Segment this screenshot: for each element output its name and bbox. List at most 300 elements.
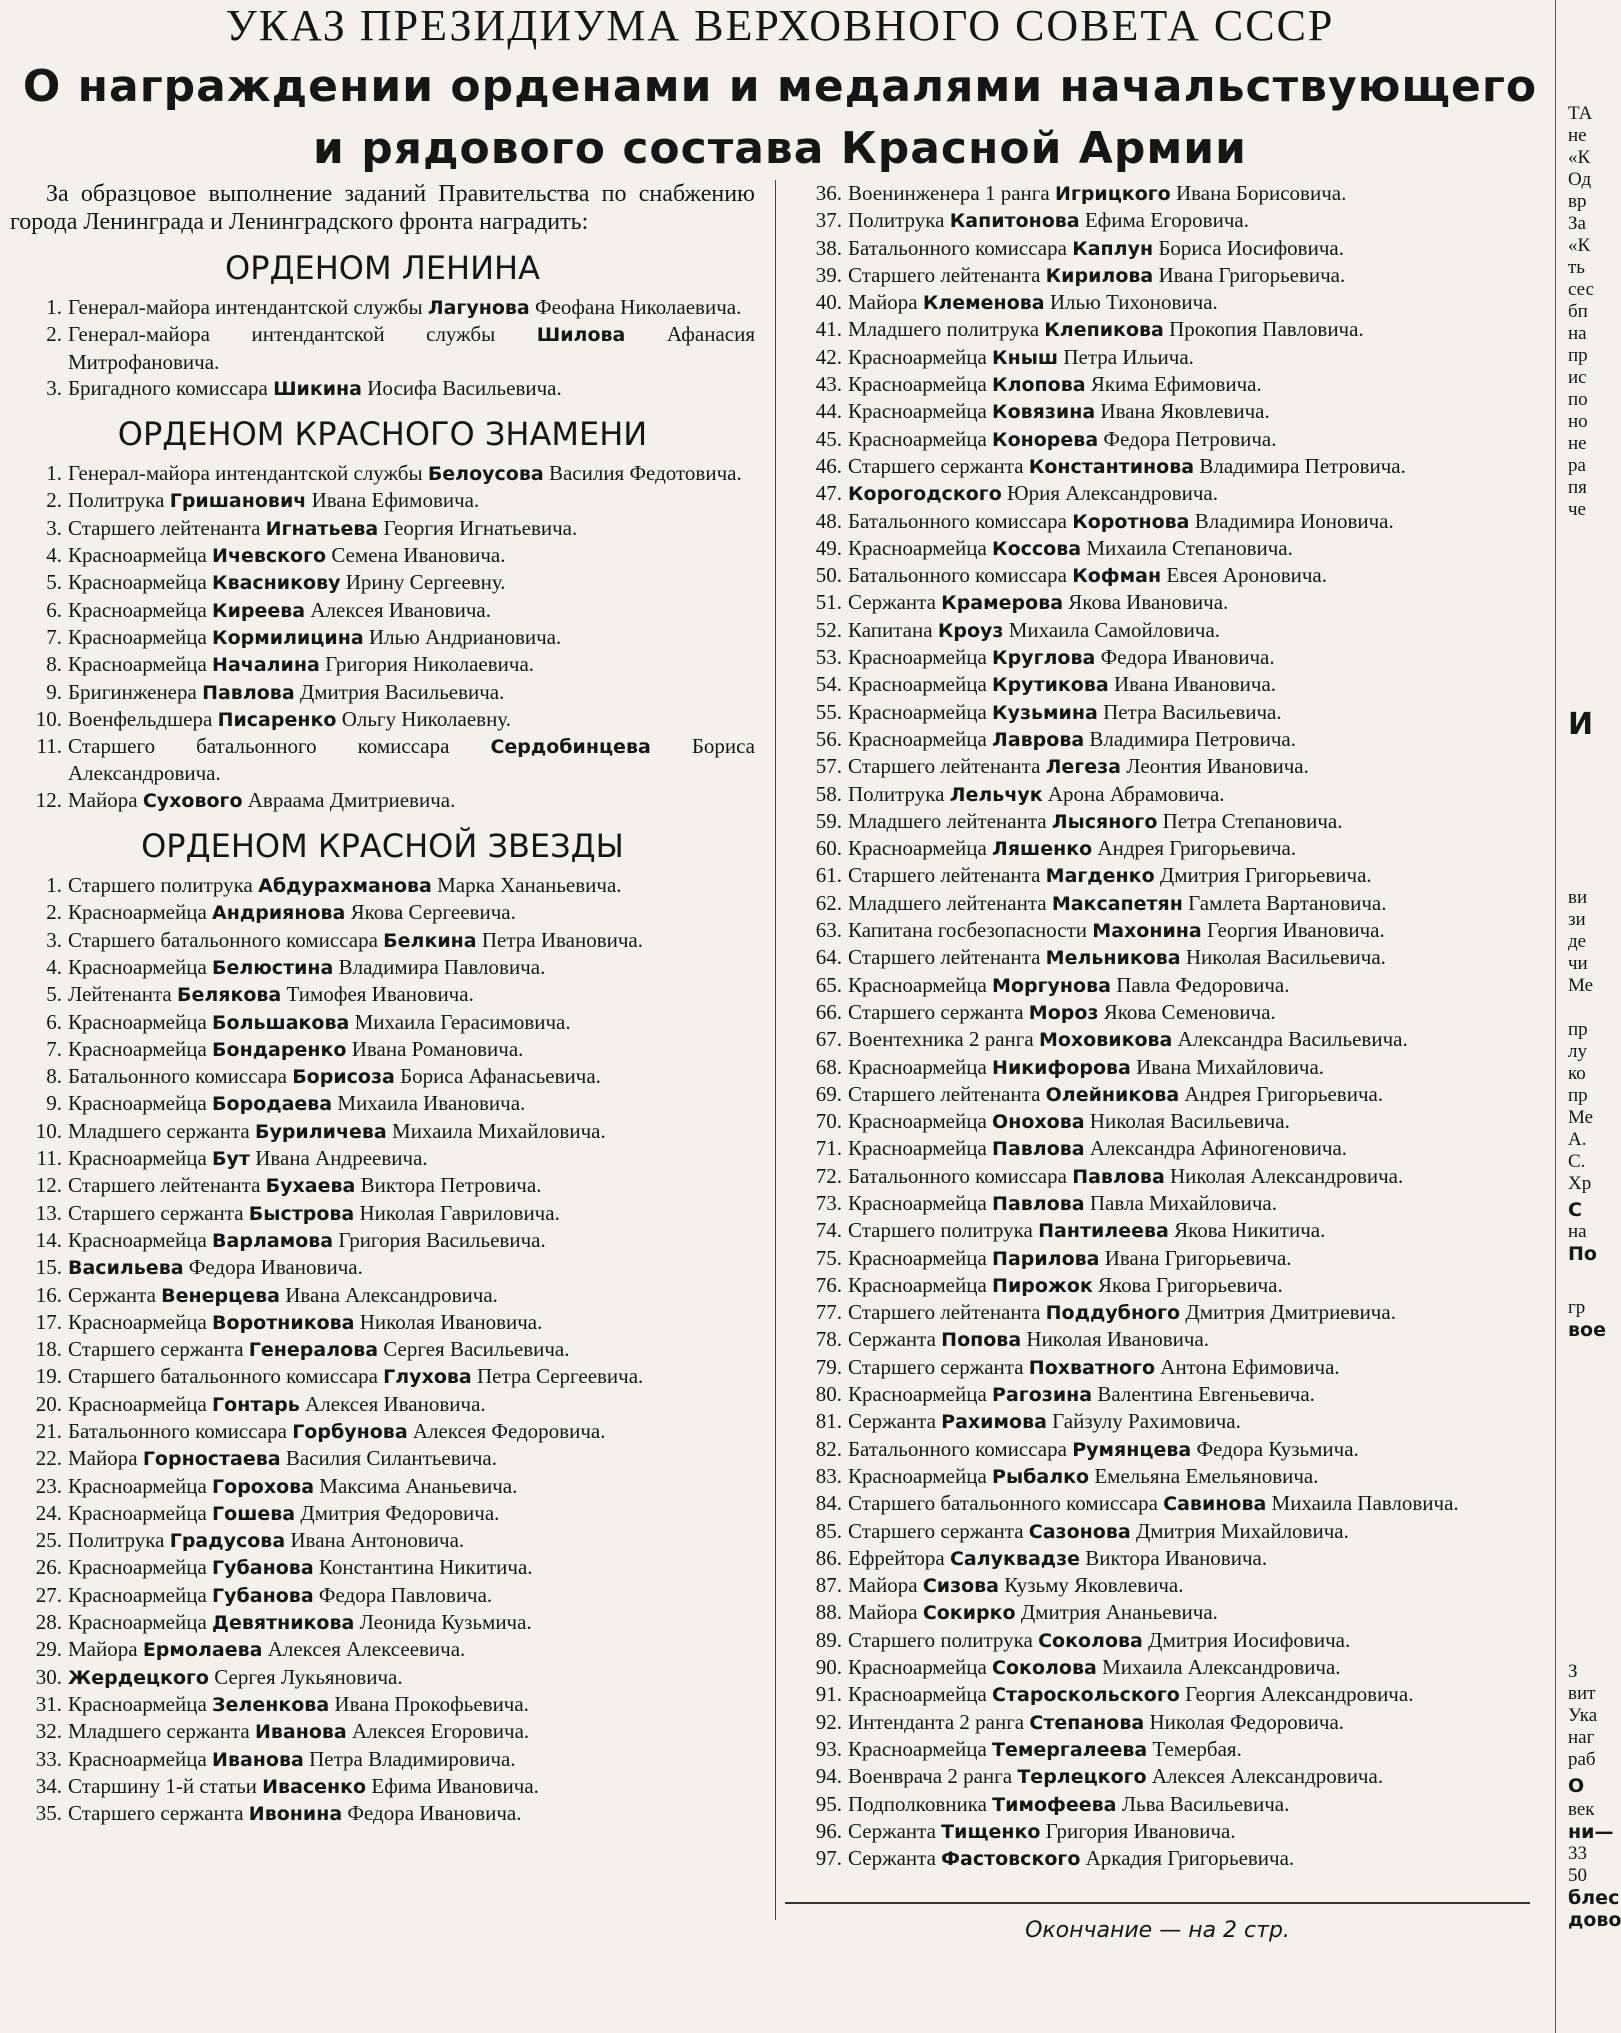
award-entry	[790, 1054, 1535, 1081]
entry-number: 86.	[815, 1545, 842, 1570]
fragment-text: сес	[1568, 279, 1595, 300]
entry-given-names: Льва Васильевича.	[1121, 1791, 1290, 1816]
fragment-text: пр	[1568, 1085, 1588, 1106]
entry-surname: Павлова	[1072, 1165, 1165, 1188]
entry-surname: Рахимова	[941, 1411, 1047, 1434]
award-entry	[790, 699, 1535, 726]
entry-rank: Красноармейца	[848, 645, 987, 670]
entry-rank: Красноармейца	[68, 1610, 207, 1635]
entry-rank: Красноармейца	[848, 1054, 987, 1079]
entry-given-names: Темербая.	[1152, 1736, 1242, 1761]
entry-number: 65.	[815, 972, 842, 997]
award-entry	[10, 1691, 755, 1718]
fragment-text: ис	[1568, 367, 1587, 388]
award-entry	[10, 1063, 755, 1090]
entry-rank: Красноармейца	[68, 1391, 207, 1416]
entry-rank: Старшину 1-й статьи	[68, 1773, 257, 1798]
entry-given-names: Авраама Дмитриевича.	[247, 787, 456, 812]
entry-number: 70.	[815, 1109, 842, 1134]
entry-given-names: Григория Николаевича.	[325, 652, 535, 677]
entry-number: 2.	[46, 322, 62, 347]
entry-rank: Красноармейца	[848, 1655, 987, 1680]
entry-surname: Ковязина	[992, 401, 1096, 424]
entry-given-names: Дмитрия Иосифовича.	[1148, 1627, 1351, 1652]
entry-number: 74.	[815, 1218, 842, 1243]
entry-rank: Младшего сержанта	[68, 1118, 250, 1143]
entry-rank: Красноармейца	[848, 1736, 987, 1761]
entry-surname: Кормилицина	[212, 626, 364, 649]
entry-given-names: Павла Федоровича.	[1116, 972, 1290, 997]
entry-number: 51.	[815, 590, 842, 615]
entry-surname: Кирилова	[1045, 264, 1154, 287]
entry-number: 64.	[815, 945, 842, 970]
entry-surname: Большакова	[212, 1011, 350, 1034]
entry-surname: Белоусова	[427, 463, 544, 486]
entry-given-names: Аркадия Григорьевича.	[1085, 1846, 1295, 1871]
award-entry	[790, 1272, 1535, 1299]
entry-rank: Красноармейца	[68, 624, 207, 649]
entry-given-names: Ивана Антоновича.	[290, 1528, 465, 1553]
award-entry	[790, 1463, 1535, 1490]
fragment-text: А.	[1568, 1129, 1587, 1150]
entry-surname: Зеленкова	[212, 1693, 330, 1716]
award-entry	[790, 1545, 1535, 1572]
entry-given-names: Афанасия Митрофановича.	[68, 322, 755, 374]
entry-rank: Старшего политрука	[848, 1627, 1033, 1652]
entry-surname: Васильева	[68, 1257, 184, 1280]
entry-surname: Каплун	[1072, 237, 1154, 260]
entry-rank: Красноармейца	[848, 1682, 987, 1707]
entry-rank: Старшего батальонного комиссара	[68, 927, 378, 952]
entry-rank: Красноармейца	[68, 1227, 207, 1252]
entry-given-names: Георгия Ивановича.	[1206, 918, 1385, 943]
entry-given-names: Константина Никитича.	[318, 1555, 533, 1580]
entry-number: 38.	[815, 235, 842, 260]
entry-given-names: Петра Владимировича.	[309, 1746, 516, 1771]
entry-given-names: Якова Ивановича.	[1068, 590, 1229, 615]
entry-surname: Соколова	[1038, 1629, 1143, 1652]
entry-number: 26.	[35, 1555, 62, 1580]
award-entry	[790, 999, 1535, 1026]
entry-rank: Старшего лейтенанта	[848, 754, 1041, 779]
entry-surname: Мороз	[1028, 1001, 1099, 1024]
entry-given-names: Федора Петровича.	[1103, 426, 1277, 451]
fragment-text: С	[1568, 1199, 1582, 1221]
entry-given-names: Николая Федоровича.	[1149, 1709, 1345, 1734]
entry-surname: Кныш	[992, 346, 1059, 369]
award-entry	[790, 1599, 1535, 1626]
award-entry	[10, 1554, 755, 1581]
entry-rank: Старшего батальонного комиссара	[68, 1364, 378, 1389]
fragment-text: Од	[1568, 169, 1592, 190]
entry-number: 71.	[815, 1136, 842, 1161]
entry-number: 87.	[815, 1573, 842, 1598]
entry-surname: Лаврова	[992, 728, 1085, 751]
entry-number: 10.	[35, 1118, 62, 1143]
award-entry	[790, 781, 1535, 808]
award-entry	[10, 1090, 755, 1117]
entry-number: 97.	[815, 1846, 842, 1871]
award-entry	[790, 235, 1535, 262]
award-list-continued	[790, 180, 1535, 1872]
entry-rank: Красноармейца	[68, 1473, 207, 1498]
award-entry	[790, 262, 1535, 289]
entry-number: 30.	[35, 1664, 62, 1689]
entry-given-names: Валентина Евгеньевича.	[1097, 1382, 1315, 1407]
entry-rank: Красноармейца	[848, 535, 987, 560]
entry-number: 59.	[815, 808, 842, 833]
award-entry	[10, 375, 755, 402]
entry-given-names: Алексея Федоровича.	[412, 1418, 606, 1443]
entry-given-names: Ивана Прокофьевича.	[334, 1691, 529, 1716]
entry-number: 45.	[815, 426, 842, 451]
entry-given-names: Якова Григорьевича.	[1098, 1272, 1283, 1297]
award-entry	[10, 1227, 755, 1254]
entry-given-names: Ивана Романовича.	[351, 1036, 524, 1061]
entry-rank: Сержанта	[68, 1282, 156, 1307]
fragment-text: Хр	[1568, 1173, 1592, 1194]
entry-number: 14.	[35, 1227, 62, 1252]
entry-rank: Красноармейца	[848, 1136, 987, 1161]
entry-surname: Румянцева	[1072, 1438, 1192, 1461]
entry-rank: Политрука	[848, 208, 945, 233]
entry-given-names: Алексея Александровича.	[1151, 1764, 1384, 1789]
award-entry	[10, 1363, 755, 1390]
entry-number: 4.	[46, 954, 62, 979]
award-entry	[790, 890, 1535, 917]
entry-surname: Похватного	[1028, 1356, 1156, 1379]
entry-surname: Клопова	[992, 374, 1086, 397]
entry-rank: Красноармейца	[848, 1190, 987, 1215]
entry-surname: Белкина	[383, 929, 477, 952]
award-entry	[790, 972, 1535, 999]
entry-surname: Попова	[941, 1329, 1022, 1352]
fragment-text: ра	[1568, 455, 1586, 476]
entry-given-names: Андрея Григорьевича.	[1097, 836, 1297, 861]
entry-given-names: Ефима Егоровича.	[1084, 208, 1249, 233]
award-entry	[10, 624, 755, 651]
entry-rank: Военврача 2 ранга	[848, 1764, 1013, 1789]
entry-given-names: Емельяна Емельяновича.	[1094, 1463, 1319, 1488]
entry-surname: Сухового	[142, 789, 243, 812]
entry-number: 2.	[46, 488, 62, 513]
fragment-text: бп	[1568, 301, 1588, 322]
award-list	[10, 872, 755, 1827]
award-entry	[10, 927, 755, 954]
entry-rank: Красноармейца	[68, 1746, 207, 1771]
entry-given-names: Александра Васильевича.	[1177, 1027, 1408, 1052]
award-entry	[790, 1381, 1535, 1408]
entry-rank: Военинженера 1 ранга	[848, 181, 1050, 205]
award-entry	[10, 872, 755, 899]
entry-rank: Подполковника	[848, 1791, 987, 1816]
text-column-right	[790, 180, 1535, 1872]
entry-surname: Онохова	[992, 1111, 1085, 1134]
award-entry	[10, 1254, 755, 1281]
fragment-text: вое	[1568, 1319, 1606, 1341]
award-list	[10, 294, 755, 402]
fragment-text: дово	[1568, 1909, 1621, 1931]
entry-surname: Шилова	[536, 324, 626, 347]
award-entry	[790, 1763, 1535, 1790]
decree-title-line1: О награждении орденами и медалями начальствующего	[22, 61, 1538, 112]
entry-surname: Варламова	[212, 1229, 334, 1252]
fragment-text: вит	[1568, 1683, 1596, 1704]
entry-surname: Ичевского	[212, 545, 327, 568]
entry-surname: Староскольского	[992, 1684, 1180, 1707]
entry-rank: Старшего сержанта	[848, 1518, 1024, 1543]
entry-number: 27.	[35, 1582, 62, 1607]
entry-given-names: Павла Михайловича.	[1089, 1190, 1277, 1215]
entry-given-names: Николая Ивановича.	[359, 1309, 543, 1334]
entry-number: 47.	[815, 481, 842, 506]
entry-number: 48.	[815, 508, 842, 533]
award-entry	[790, 862, 1535, 889]
entry-rank: Старшего батальонного комиссара	[68, 734, 450, 759]
fragment-text: По	[1568, 1243, 1597, 1265]
entry-surname: Гошева	[212, 1502, 296, 1525]
entry-surname: Шикина	[273, 377, 363, 400]
fragment-text: Ме	[1568, 1107, 1594, 1128]
entry-surname: Крамерова	[941, 592, 1064, 615]
award-entry	[10, 1200, 755, 1227]
entry-number: 50.	[815, 563, 842, 588]
continuation-note: Окончание — на 2 стр.	[1025, 1918, 1290, 1943]
entry-surname: Игрицкого	[1054, 183, 1171, 205]
award-entry	[790, 944, 1535, 971]
entry-number: 15.	[35, 1255, 62, 1280]
entry-surname: Губанова	[212, 1557, 314, 1580]
decree-header: УКАЗ ПРЕЗИДИУМА ВЕРХОВНОГО СОВЕТА СССР	[225, 1, 1335, 50]
entry-rank: Красноармейца	[68, 1146, 207, 1171]
entry-surname: Конорева	[992, 428, 1099, 451]
entry-given-names: Максима Ананьевича.	[319, 1473, 518, 1498]
entry-surname: Быстрова	[248, 1202, 355, 1225]
entry-given-names: Ивана Александровича.	[285, 1282, 498, 1307]
entry-given-names: Дмитрия Федоровича.	[300, 1500, 500, 1525]
entry-surname: Бондаренко	[212, 1038, 347, 1061]
order-heading: ОРДЕНОМ КРАСНОЙ ЗВЕЗДЫ	[141, 827, 624, 866]
entry-number: 95.	[815, 1791, 842, 1816]
entry-number: 67.	[815, 1027, 842, 1052]
entry-number: 62.	[815, 890, 842, 915]
entry-rank: Батальонного комиссара	[848, 1436, 1067, 1461]
entry-number: 37.	[815, 208, 842, 233]
award-entry	[10, 787, 755, 814]
entry-number: 6.	[46, 597, 62, 622]
entry-number: 31.	[35, 1691, 62, 1716]
award-entry	[790, 753, 1535, 780]
entry-surname: Пантилеева	[1038, 1220, 1169, 1243]
award-entry	[790, 1572, 1535, 1599]
entry-rank: Майора	[68, 1637, 138, 1662]
entry-surname: Генералова	[248, 1339, 379, 1362]
entry-surname: Сокирко	[922, 1602, 1016, 1625]
fragment-text: пр	[1568, 1019, 1588, 1040]
decree-title	[0, 56, 1560, 180]
entry-number: 1.	[46, 873, 62, 898]
entry-number: 78.	[815, 1327, 842, 1352]
entry-number: 55.	[815, 699, 842, 724]
award-entry	[790, 289, 1535, 316]
entry-number: 81.	[815, 1409, 842, 1434]
fragment-text: И	[1568, 707, 1594, 742]
award-entry	[790, 316, 1535, 343]
entry-rank: Майора	[68, 787, 138, 812]
entry-number: 60.	[815, 836, 842, 861]
fragment-text: наг	[1568, 1727, 1595, 1748]
award-entry	[10, 1118, 755, 1145]
award-entry	[790, 1654, 1535, 1681]
award-entry	[790, 1736, 1535, 1763]
entry-given-names: Дмитрия Григорьевича.	[1159, 863, 1372, 888]
entry-number: 44.	[815, 399, 842, 424]
entry-number: 75.	[815, 1245, 842, 1270]
entry-given-names: Гайзулу Рахимовича.	[1052, 1409, 1241, 1434]
entry-given-names: Феофана Николаевича.	[535, 295, 742, 319]
entry-rank: Красноармейца	[68, 652, 207, 677]
entry-given-names: Бориса Иосифовича.	[1158, 235, 1344, 260]
fragment-text: ни—	[1568, 1821, 1614, 1843]
entry-given-names: Якова Сергеевича.	[350, 900, 516, 925]
entry-surname: Гришанович	[169, 490, 307, 513]
entry-rank: Красноармейца	[68, 954, 207, 979]
award-entry	[790, 1081, 1535, 1108]
entry-surname: Максапетян	[1051, 892, 1183, 915]
award-entry	[10, 1609, 755, 1636]
award-entry	[790, 617, 1535, 644]
award-entry	[790, 508, 1535, 535]
entry-surname: Венерцева	[161, 1284, 280, 1307]
entry-surname: Ивасенко	[262, 1775, 367, 1798]
fragment-text: З	[1568, 1661, 1578, 1682]
entry-given-names: Леонида Кузьмича.	[359, 1610, 532, 1635]
award-entry	[790, 917, 1535, 944]
entry-number: 63.	[815, 918, 842, 943]
order-heading: ОРДЕНОМ ЛЕНИНА	[225, 249, 540, 287]
entry-surname: Коссова	[992, 537, 1082, 560]
award-entry	[790, 808, 1535, 835]
entry-given-names: Юрия Александровича.	[1007, 481, 1218, 506]
entry-given-names: Ивана Ефимовича.	[311, 488, 480, 513]
entry-given-names: Михаила Герасимовича.	[354, 1009, 571, 1034]
entry-number: 66.	[815, 999, 842, 1024]
entry-given-names: Дмитрия Васильевича.	[299, 679, 505, 704]
entry-given-names: Ивана Михайловича.	[1136, 1054, 1325, 1079]
entry-given-names: Василия Силантьевича.	[285, 1446, 498, 1471]
entry-surname: Лельчук	[949, 783, 1043, 806]
entry-surname: Мельникова	[1045, 947, 1181, 970]
entry-rank: Старшего сержанта	[848, 1354, 1024, 1379]
entry-rank: Старшего сержанта	[848, 999, 1024, 1024]
entry-surname: Буриличева	[254, 1120, 387, 1143]
award-entry	[790, 207, 1535, 234]
entry-rank: Красноармейца	[68, 1555, 207, 1580]
entry-rank: Сержанта	[848, 590, 936, 615]
entry-surname: Капитонова	[949, 210, 1080, 233]
entry-rank: Батальонного комиссара	[68, 1418, 287, 1443]
entry-surname: Сизова	[922, 1575, 1000, 1598]
entry-rank: Красноармейца	[848, 672, 987, 697]
entry-surname: Ермолаева	[142, 1639, 263, 1662]
entry-rank: Красноармейца	[68, 900, 207, 925]
entry-number: 76.	[815, 1272, 842, 1297]
entry-given-names: Ивана Ивановича.	[1113, 672, 1277, 697]
entry-surname: Тимофеева	[992, 1793, 1117, 1816]
fragment-text: За	[1568, 213, 1586, 234]
fragment-text: не	[1568, 125, 1587, 146]
entry-surname: Тищенко	[941, 1820, 1041, 1843]
award-entry	[790, 1326, 1535, 1353]
entry-surname: Глухова	[383, 1366, 472, 1389]
entry-given-names: Сергея Лукьяновича.	[214, 1664, 403, 1689]
entry-rank: Красноармейца	[848, 1245, 987, 1270]
award-entry	[790, 180, 1535, 207]
entry-rank: Красноармейца	[68, 1309, 207, 1334]
entry-rank: Красноармейца	[848, 972, 987, 997]
fragment-text: 33	[1568, 1843, 1587, 1864]
award-entry	[790, 1518, 1535, 1545]
entry-surname: Павлова	[992, 1138, 1085, 1161]
entry-number: 83.	[815, 1463, 842, 1488]
entry-surname: Павлова	[992, 1192, 1085, 1215]
entry-given-names: Александра Афиногеновича.	[1089, 1136, 1348, 1161]
entry-surname: Белюстина	[212, 956, 334, 979]
entry-number: 34.	[35, 1773, 62, 1798]
award-entry	[790, 1791, 1535, 1818]
award-entry	[10, 1336, 755, 1363]
entry-surname: Иванова	[212, 1748, 304, 1771]
entry-rank: Сержанта	[848, 1846, 936, 1871]
award-entry	[10, 1718, 755, 1745]
fragment-text: раб	[1568, 1749, 1596, 1770]
ending-divider	[785, 1902, 1530, 1904]
entry-given-names: Николая Гавриловича.	[359, 1200, 560, 1225]
entry-number: 32.	[35, 1719, 62, 1744]
award-entry	[10, 1664, 755, 1691]
entry-surname: Салуквадзе	[949, 1547, 1081, 1570]
entry-rank: Генерал-майора интендантской службы	[68, 461, 423, 486]
entry-given-names: Ивана Андреевича.	[255, 1146, 428, 1171]
entry-number: 77.	[815, 1300, 842, 1325]
entry-number: 2.	[46, 900, 62, 925]
award-entry	[790, 671, 1535, 698]
entry-given-names: Кузьму Яковлевича.	[1004, 1573, 1184, 1598]
entry-surname: Кофман	[1072, 565, 1162, 588]
entry-surname: Рыбалко	[992, 1465, 1090, 1488]
entry-rank: Военфельдшера	[68, 706, 213, 731]
entry-rank: Красноармейца	[848, 399, 987, 424]
entry-surname: Терлецкого	[1017, 1766, 1147, 1789]
entry-given-names: Семена Ивановича.	[331, 543, 506, 568]
award-entry	[10, 1582, 755, 1609]
entry-rank: Интенданта 2 ранга	[848, 1709, 1025, 1734]
award-entry	[790, 371, 1535, 398]
award-entry	[10, 706, 755, 733]
entry-rank: Воентехника 2 ранга	[848, 1027, 1034, 1052]
entry-number: 10.	[35, 706, 62, 731]
entry-rank: Майора	[68, 1446, 138, 1471]
award-entry	[10, 1636, 755, 1663]
entry-rank: Ефрейтора	[848, 1545, 945, 1570]
fragment-text: чи	[1568, 953, 1588, 974]
entry-given-names: Бориса Александровича.	[68, 734, 756, 786]
award-entry	[10, 1445, 755, 1472]
entry-number: 6.	[46, 1009, 62, 1034]
entry-rank: Старшего лейтенанта	[68, 1173, 261, 1198]
award-entry	[790, 1490, 1535, 1517]
entry-number: 41.	[815, 317, 842, 342]
